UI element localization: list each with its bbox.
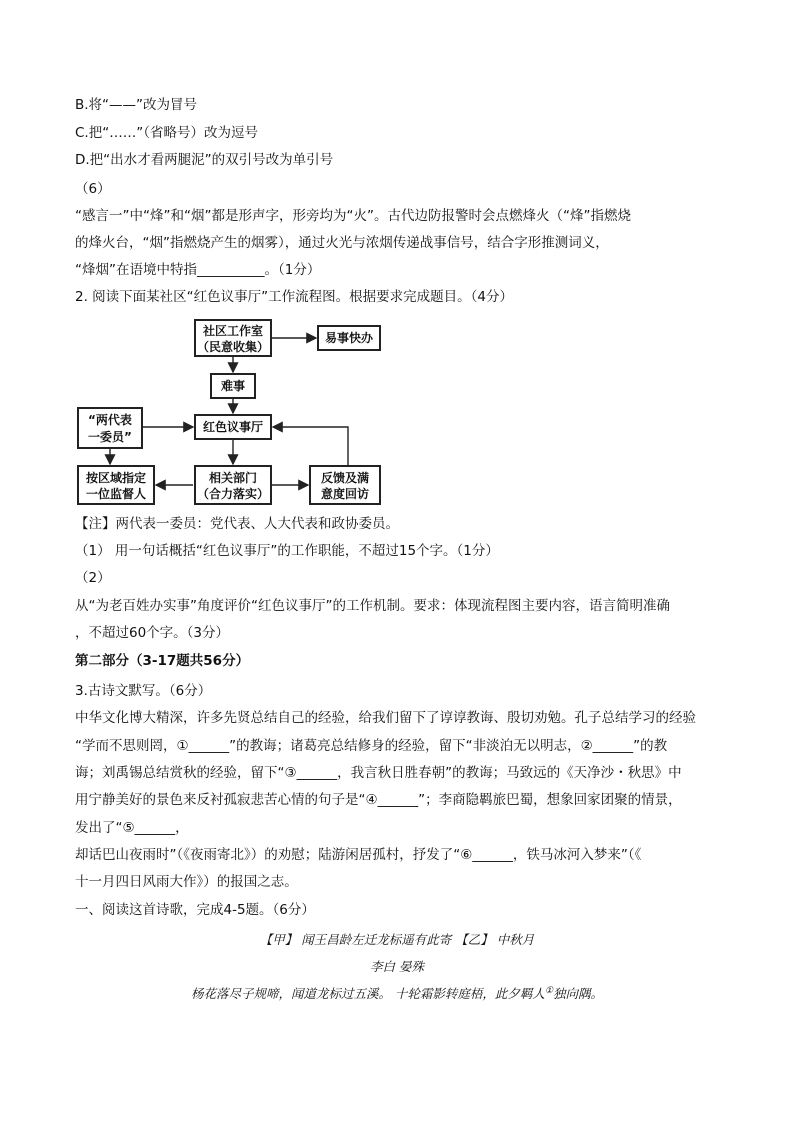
q3-line-2: “学而不思则罔，①______”的教诲；诸葛亮总结修身的经验，留下“非淡泊无以明志，②______”的教 xyxy=(75,738,668,754)
q2-sub2-number: （2） xyxy=(75,570,111,586)
option-b: B.将“——”改为冒号 xyxy=(75,97,198,113)
q6-number: （6） xyxy=(75,181,111,197)
flow-label-office-1: 社区工作室 xyxy=(202,324,264,338)
q3-line-5: 发出了“⑤______， xyxy=(75,820,189,836)
flow-label-supervisor-1: 按区域指定 xyxy=(85,471,147,485)
q6-text-line-2: 的烽火台，“烟”指燃烧产生的烟雾），通过火光与浓烟传递战事信号，结合字形推测词义， xyxy=(75,235,609,251)
q3-line-4: 用宁静美好的景色来反衬孤寂悲苦心情的句子是“④______”；李商隐羁旅巴蜀，想象回家团聚的情景， xyxy=(75,792,682,808)
flow-label-departments-2: （合力落实） xyxy=(196,487,270,501)
q3-line-3: 诲；刘禹锡总结赏秋的经验，留下“③______，我言秋日胜春朝”的教诲；马致远的《天净沙・秋思》中 xyxy=(75,765,682,781)
flow-label-easy: 易事快办 xyxy=(324,331,374,345)
flow-label-reps-2: 一委员” xyxy=(88,430,132,444)
q2-title: 2. 阅读下面某社区“红色议事厅”工作流程图。根据要求完成题目。（4分） xyxy=(75,289,513,305)
flow-label-office-2: （民意收集） xyxy=(196,340,270,354)
flow-label-supervisor-2: 一位监督人 xyxy=(85,487,147,501)
q2-sub1: （1） 用一句话概括“红色议事厅”的工作职能，不超过15个字。（1分） xyxy=(75,543,499,559)
poem-line-b: 独向隅。 xyxy=(553,986,604,1001)
poem-authors: 李白 晏殊 xyxy=(370,959,424,974)
flow-label-hall: 红色议事厅 xyxy=(202,420,264,434)
q2-sub2-line-1: 从“为老百姓办实事”角度评价“红色议事厅”的工作机制。要求：体现流程图主要内容，语言简明准确 xyxy=(75,598,670,614)
option-d: D.把“出水才看两腿泥”的双引号改为单引号 xyxy=(75,152,334,168)
q3-line-7: 十一月四日风雨大作》）的报国之志。 xyxy=(75,874,298,890)
q6-text-line-3: “烽烟”在语境中特指__________。（1分） xyxy=(75,262,321,278)
arrow-feedback-to-hall xyxy=(273,427,348,466)
flowchart-diagram xyxy=(70,310,400,510)
flow-label-reps-1: “两代表 xyxy=(88,413,132,427)
q3-line-1: 中华文化博大精深，许多先贤总结自己的经验，给我们留下了谆谆教诲、殷切劝勉。孔子总结学习的经验 xyxy=(75,710,696,726)
q2-note: 【注】两代表一委员：党代表、人大代表和政协委员。 xyxy=(75,516,399,532)
q6-text-line-1: “感言一”中“烽”和“烟”都是形声字，形旁均为“火”。古代边防报警时会点燃烽火（“烽”指燃烧 xyxy=(75,208,631,224)
flow-label-hard: 难事 xyxy=(220,379,246,393)
q3-line-6: 却话巴山夜雨时”（《夜雨寄北》）的劝慰；陆游闲居孤村，抒发了“⑥______，铁马冰河入梦来”（《 xyxy=(75,847,642,863)
poem-title: 【甲】 闻王昌龄左迁龙标遥有此寄 【乙】 中秋月 xyxy=(259,932,535,947)
flow-label-departments-1: 相关部门 xyxy=(208,471,258,485)
poem-lines xyxy=(0,984,794,1002)
poem-intro: 一、阅读这首诗歌，完成4-5题。（6分） xyxy=(75,902,315,918)
poem-footnote-mark: ① xyxy=(544,985,554,996)
option-c: C.把“……”（省略号）改为逗号 xyxy=(75,125,258,141)
q2-sub2-line-2: ，不超过60个字。（3分） xyxy=(75,625,230,641)
q3-title: 3.古诗文默写。（6分） xyxy=(75,683,212,699)
flow-label-feedback-1: 反馈及满 xyxy=(320,471,370,485)
poem-line-a: 杨花落尽子规啼，闻道龙标过五溪。 十轮霜影转庭梧，此夕羁人 xyxy=(190,986,545,1001)
flow-label-feedback-2: 意度回访 xyxy=(320,487,370,501)
part2-heading: 第二部分（3-17题共56分） xyxy=(75,653,250,669)
